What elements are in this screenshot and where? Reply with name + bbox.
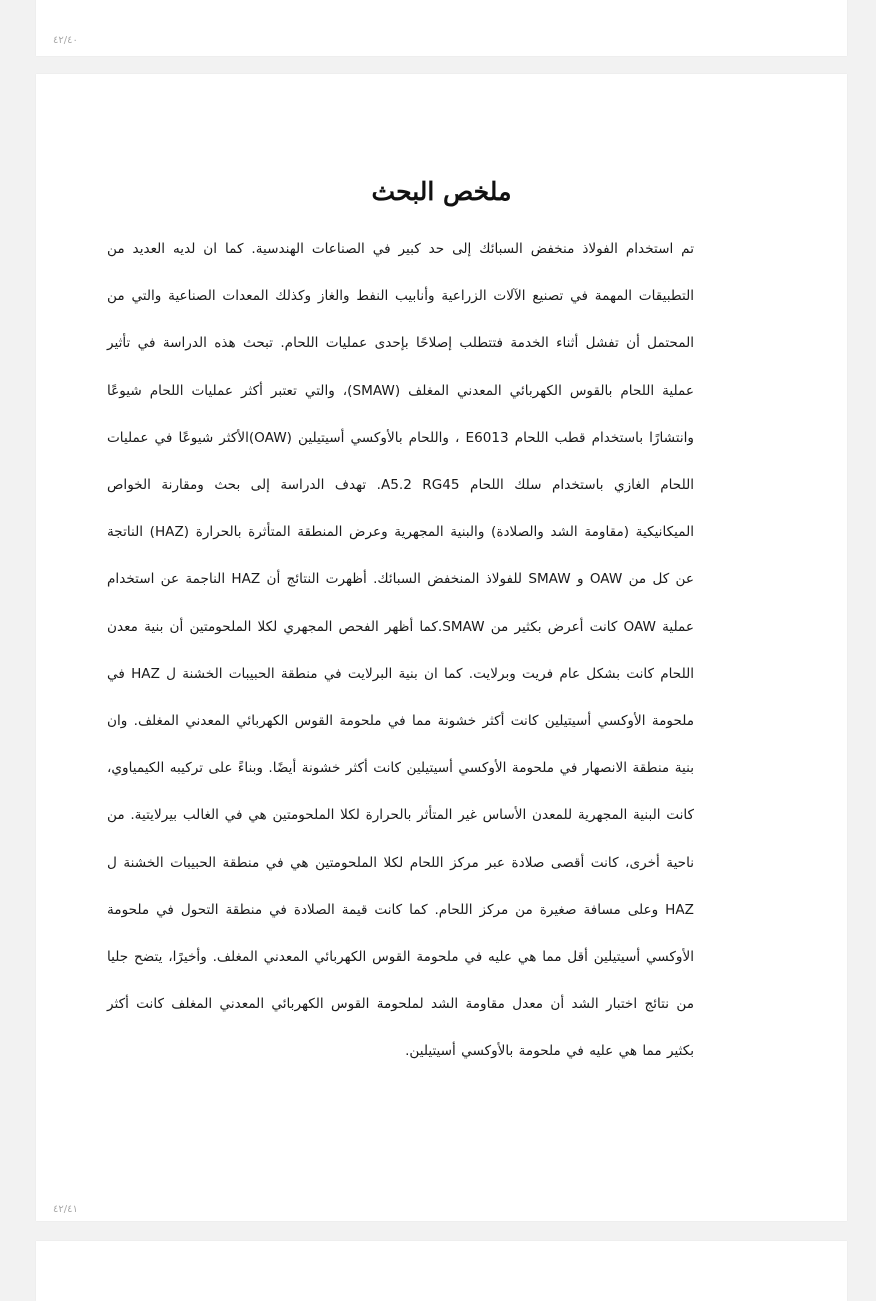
page-number: ٤٢/٤١ (53, 1204, 78, 1215)
previous-page (36, 0, 847, 56)
abstract-paragraph: تم استخدام الفولاذ منخفض السبائك إلى حد كبير في الصناعات الهندسية. كما ان لديه العديد من التطبيقات المهمة في تصنيع الآلات الزراعية وأنابيب النفط والغاز وكذلك المعدات الصناعية والتي من المحتمل أن تفشل أثناء الخدمة فتتطلب إصلاحًا بإحدى عمليات اللحام. تبحث هذه الدراسة في تأثير عملية اللحام بالقوس الكهربائي المعدني المغلف (SMAW)، والتي تعتبر أكثر عمليات اللحام شيوعًا وانتشارًا باستخدام قطب اللحام E6013 ، واللحام بالأوكسي أسيتيلين (OAW)الأكثر شيوعًا في عمليات اللحام الغازي باستخدام سلك اللحام A5.2 RG45. تهدف الدراسة إلى بحث ومقارنة الخواص الميكانيكية (مقاومة الشد والصلادة) والبنية المجهرية وعرض المنطقة المتأثرة بالحرارة (HAZ) الناتجة عن كل من OAW و SMAW للفولاذ المنخفض السبائك. أظهرت النتائج أن HAZ الناجمة عن استخدام عملية OAW كانت أعرض بكثير من SMAW.كما أظهر الفحص المجهري لكلا الملحومتين أن بنية معدن اللحام كانت بشكل عام فريت وبرلايت. كما ان بنية البرلايت في منطقة الحبيبات الخشنة ل HAZ في ملحومة الأوكسي أسيتيلين كانت أكثر خشونة مما في ملحومة القوس الكهربائي المعدني المغلف. وان بنية منطقة الانصهار في ملحومة الأوكسي أسيتيلين كانت أكثر خشونة أيضًا. وبناءً على تركيبه الكيمياوي، كانت البنية المجهرية للمعدن الأساس غير المتأثر بالحرارة لكلا الملحومتين هي في الغالب بيرلايتية. من ناحية أخرى، كانت أقصى صلادة عبر مركز اللحام لكلا الملحومتين هي في منطقة الحبيبات الخشنة ل HAZ وعلى مسافة صغيرة من مركز اللحام. كما كانت قيمة الصلادة في منطقة التحول في ملحومة الأوكسي أسيتيلين أقل مما هي عليه في ملحومة القوس الكهربائي المعدني المغلف. وأخيرًا، يتضح جليا من نتائج اختبار الشد أن معدل مقاومة الشد لملحومة القوس الكهربائي المعدني المغلف كانت أكثر بكثير مما هي عليه في ملحومة بالأوكسي أسيتيلين. (107, 241, 694, 1060)
page-title: ملخص البحث (371, 176, 512, 206)
next-page (36, 1241, 847, 1301)
page-number: ٤٢/٤٠ (53, 35, 78, 46)
document-page (36, 74, 847, 1221)
